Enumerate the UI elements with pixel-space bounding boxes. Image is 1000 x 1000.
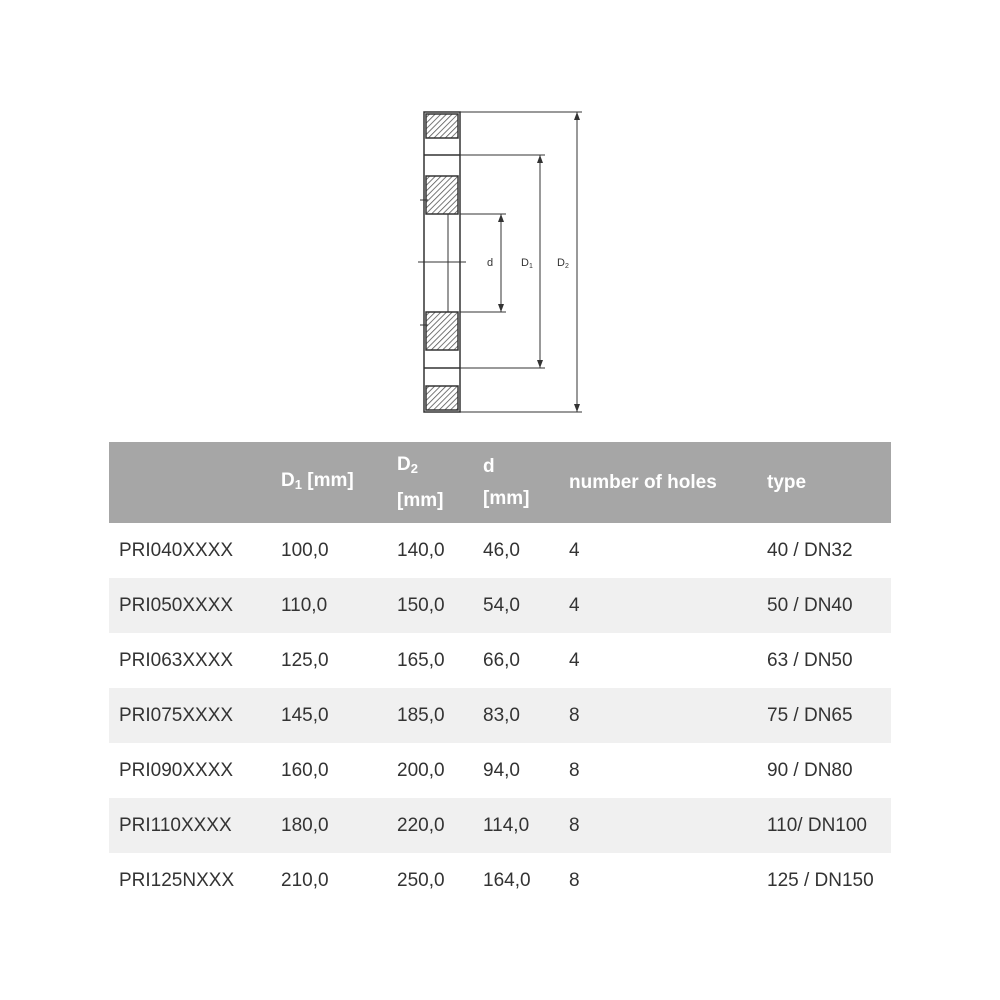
cell-code: PRI050XXXX: [109, 578, 271, 633]
cell-holes: 8: [569, 759, 580, 781]
cell-d1: 210,0: [281, 869, 329, 891]
cell-type: 50 / DN40: [757, 578, 891, 633]
cell-code: PRI063XXXX: [119, 649, 234, 671]
cell-holes: 4: [559, 578, 757, 633]
table-row: [109, 523, 891, 578]
table-row: [109, 633, 891, 688]
header-d: d [mm]: [473, 442, 559, 523]
header-d1: $D_1$ [mm]: [271, 442, 387, 523]
table-row: [109, 578, 891, 633]
hatched-segment-upper: [426, 176, 458, 214]
cell-d2: 140,0: [397, 539, 445, 561]
table-row: [109, 798, 891, 853]
header-code: [109, 442, 271, 523]
hatched-segment-bottom: [426, 386, 458, 410]
header-d2: $D_2$ [mm]: [387, 442, 473, 523]
cell-d1: 160,0: [281, 759, 329, 781]
cell-d2: 220,0: [387, 798, 473, 853]
cell-code: PRI040XXXX: [119, 539, 234, 561]
cell-holes: 4: [569, 649, 580, 671]
cell-holes: 4: [569, 539, 580, 561]
cell-d: 83,0: [473, 688, 559, 743]
cell-d1: 180,0: [271, 798, 387, 853]
cell-type: 75 / DN65: [757, 688, 891, 743]
cell-holes: 8: [559, 798, 757, 853]
cell-d: 94,0: [483, 759, 520, 781]
cell-d: 66,0: [483, 649, 520, 671]
hatched-segment-top: [426, 114, 458, 138]
header-type: type: [757, 442, 891, 523]
cell-type: 63 / DN50: [767, 649, 853, 671]
cell-code: PRI075XXXX: [109, 688, 271, 743]
table-row: [109, 853, 891, 908]
cell-d: 54,0: [473, 578, 559, 633]
header-holes: number of holes: [559, 442, 757, 523]
d-label: d: [487, 257, 494, 269]
cell-code: PRI125NXXX: [119, 869, 235, 891]
hatched-segment-lower: [426, 312, 458, 350]
cell-type: 90 / DN80: [767, 759, 853, 781]
cell-holes: 8: [559, 688, 757, 743]
cell-code: PRI090XXXX: [119, 759, 234, 781]
cell-type: 40 / DN32: [767, 539, 853, 561]
cell-type: 125 / DN150: [767, 869, 874, 891]
flange-section-view: [418, 112, 466, 412]
d2-label: D2: [557, 257, 569, 270]
cell-d2: 150,0: [387, 578, 473, 633]
cell-code: PRI110XXXX: [109, 798, 271, 853]
cell-d2: 200,0: [397, 759, 445, 781]
table-header-row: [109, 442, 891, 523]
cell-d: 114,0: [473, 798, 559, 853]
cell-holes: 8: [569, 869, 580, 891]
cell-d: 164,0: [483, 869, 531, 891]
cell-d1: 100,0: [281, 539, 329, 561]
cell-d2: 250,0: [397, 869, 445, 891]
table-row: [109, 688, 891, 743]
cell-d1: 125,0: [281, 649, 329, 671]
d1-label: D1: [521, 257, 533, 270]
cell-d2: 165,0: [397, 649, 445, 671]
cell-d: 46,0: [483, 539, 520, 561]
flange-spec-table: [109, 442, 891, 908]
cell-d2: 185,0: [387, 688, 473, 743]
flange-cross-section-drawing: [400, 100, 600, 420]
cell-d1: 145,0: [271, 688, 387, 743]
table-row: [109, 743, 891, 798]
cell-type: 110/ DN100: [757, 798, 891, 853]
cell-d1: 110,0: [271, 578, 387, 633]
